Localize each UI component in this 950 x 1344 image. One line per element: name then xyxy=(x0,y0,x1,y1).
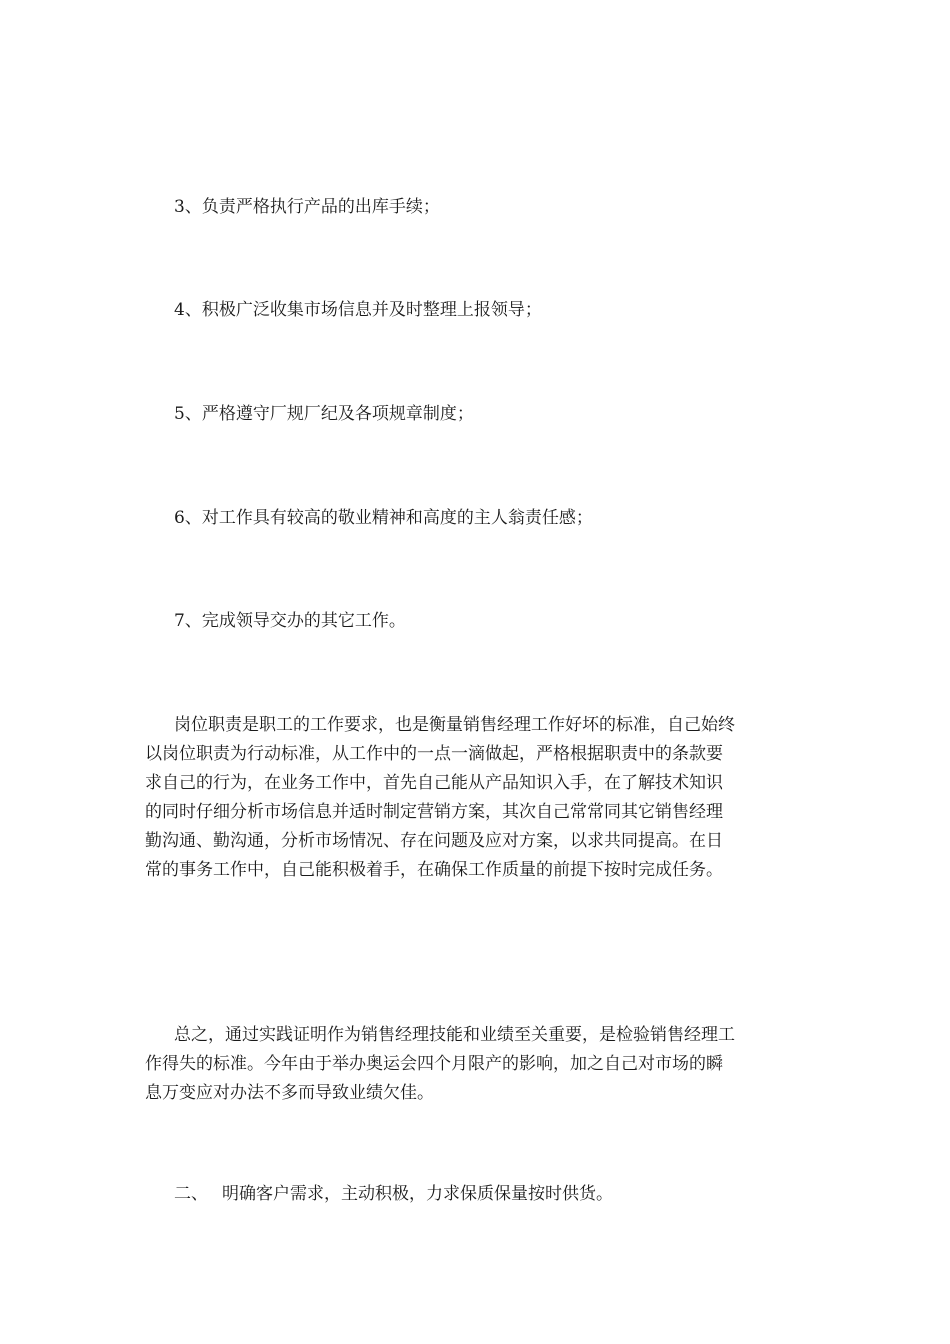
paragraph-summary xyxy=(145,1021,805,1108)
list-item-5: 5、严格遵守厂规厂纪及各项规章制度； xyxy=(174,404,474,424)
section-title: 明确客户需求，主动积极，力求保质保量按时供货。 xyxy=(222,1184,613,1204)
paragraph-line: 作得失的标准。今年由于举办奥运会四个月限产的影响，加之自己对市场的瞬 xyxy=(145,1054,723,1074)
list-item-4: 4、积极广泛收集市场信息并及时整理上报领导； xyxy=(174,300,542,320)
section-number: 二、 xyxy=(174,1184,208,1204)
section-heading-2 xyxy=(174,1180,613,1208)
paragraph-line: 息万变应对办法不多而导致业绩欠佳。 xyxy=(145,1083,434,1103)
list-item-6: 6、对工作具有较高的敬业精神和高度的主人翁责任感； xyxy=(174,508,593,528)
paragraph-line: 的同时仔细分析市场信息并适时制定营销方案，其次自己常常同其它销售经理 xyxy=(145,802,723,822)
list-item-3: 3、负责严格执行产品的出库手续； xyxy=(174,197,440,217)
paragraph-line: 以岗位职责为行动标准，从工作中的一点一滴做起，严格根据职责中的条款要 xyxy=(145,744,723,764)
paragraph-line: 岗位职责是职工的工作要求，也是衡量销售经理工作好坏的标准，自己始终 xyxy=(174,715,735,735)
paragraph-line: 总之，通过实践证明作为销售经理技能和业绩至关重要，是检验销售经理工 xyxy=(174,1025,735,1045)
paragraph-line: 勤沟通、勤沟通，分析市场情况、存在问题及应对方案，以求共同提高。在日 xyxy=(145,831,723,851)
paragraph-line: 常的事务工作中，自己能积极着手，在确保工作质量的前提下按时完成任务。 xyxy=(145,860,723,880)
paragraph-job-duties xyxy=(145,711,805,885)
list-item-7: 7、完成领导交办的其它工作。 xyxy=(174,611,406,631)
paragraph-line: 求自己的行为，在业务工作中，首先自己能从产品知识入手，在了解技术知识 xyxy=(145,773,723,793)
